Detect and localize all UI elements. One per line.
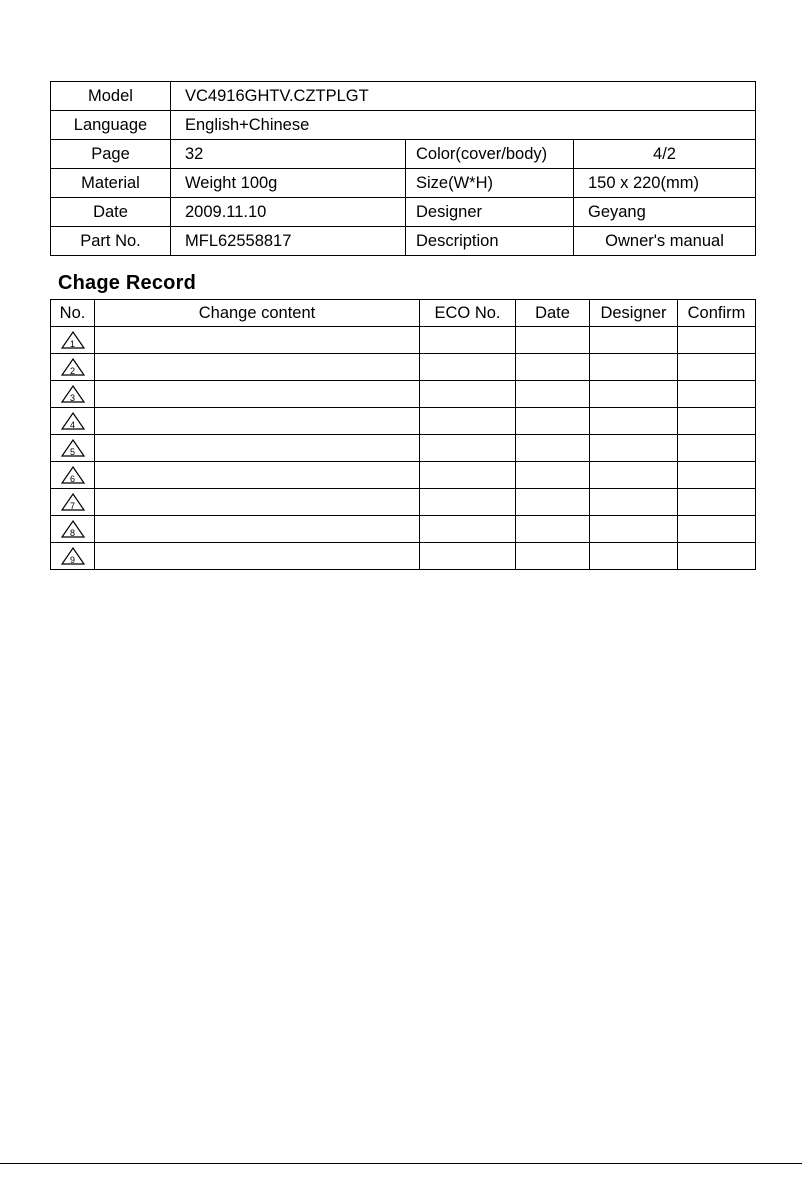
change-row-content <box>95 354 420 381</box>
change-row-confirm <box>678 381 756 408</box>
change-row-confirm <box>678 543 756 570</box>
change-row-confirm <box>678 489 756 516</box>
change-row-eco-no <box>420 543 516 570</box>
change-row-number: 5 <box>69 447 75 457</box>
table-row <box>51 169 756 198</box>
change-row-date <box>516 516 590 543</box>
table-row <box>51 489 756 516</box>
table-row <box>51 435 756 462</box>
spec-label-color: Color(cover/body) <box>406 140 574 169</box>
change-row-date <box>516 435 590 462</box>
spec-label-date: Date <box>51 198 171 227</box>
column-header-designer: Designer <box>590 300 678 327</box>
change-row-no <box>51 408 95 435</box>
table-row <box>51 381 756 408</box>
table-row <box>51 354 756 381</box>
change-row-eco-no <box>420 462 516 489</box>
spec-label-page: Page <box>51 140 171 169</box>
warning-triangle-icon <box>60 330 86 350</box>
change-row-designer <box>590 543 678 570</box>
change-row-designer <box>590 516 678 543</box>
table-row <box>51 82 756 111</box>
table-row <box>51 327 756 354</box>
specification-table <box>50 81 756 256</box>
spec-label-designer: Designer <box>406 198 574 227</box>
change-row-date <box>516 543 590 570</box>
change-row-number: 2 <box>69 366 75 376</box>
change-row-number: 3 <box>69 393 75 403</box>
spec-value-color: 4/2 <box>574 140 756 169</box>
change-row-content <box>95 381 420 408</box>
spec-value-designer: Geyang <box>574 198 756 227</box>
change-record-table <box>50 299 756 570</box>
table-row <box>51 111 756 140</box>
change-row-no <box>51 327 95 354</box>
table-row <box>51 462 756 489</box>
change-row-number: 9 <box>69 555 75 565</box>
spec-label-material: Material <box>51 169 171 198</box>
spec-value-description: Owner's manual <box>574 227 756 256</box>
warning-triangle-icon <box>60 384 86 404</box>
change-row-no <box>51 354 95 381</box>
change-row-no <box>51 516 95 543</box>
change-row-eco-no <box>420 435 516 462</box>
change-row-content <box>95 408 420 435</box>
change-row-designer <box>590 354 678 381</box>
change-row-no <box>51 489 95 516</box>
change-row-date <box>516 408 590 435</box>
spec-value-language: English+Chinese <box>171 111 756 140</box>
change-row-date <box>516 489 590 516</box>
change-row-confirm <box>678 354 756 381</box>
warning-triangle-icon <box>60 438 86 458</box>
column-header-no: No. <box>51 300 95 327</box>
column-header-change-content: Change content <box>95 300 420 327</box>
change-row-number: 8 <box>69 528 75 538</box>
spec-value-size: 150 x 220(mm) <box>574 169 756 198</box>
warning-triangle-icon <box>60 492 86 512</box>
change-row-number: 7 <box>69 501 75 511</box>
spec-label-part-no: Part No. <box>51 227 171 256</box>
change-row-date <box>516 354 590 381</box>
warning-triangle-icon <box>60 357 86 377</box>
change-row-no <box>51 543 95 570</box>
table-row <box>51 140 756 169</box>
warning-triangle-icon <box>60 411 86 431</box>
spec-label-size: Size(W*H) <box>406 169 574 198</box>
change-record-header-row <box>51 300 756 327</box>
spec-value-page: 32 <box>171 140 406 169</box>
column-header-date: Date <box>516 300 590 327</box>
table-row <box>51 516 756 543</box>
change-row-designer <box>590 327 678 354</box>
spec-value-date: 2009.11.10 <box>171 198 406 227</box>
change-row-designer <box>590 408 678 435</box>
table-row <box>51 408 756 435</box>
change-row-number: 1 <box>69 339 75 349</box>
change-row-eco-no <box>420 408 516 435</box>
change-row-confirm <box>678 327 756 354</box>
change-row-designer <box>590 462 678 489</box>
spec-label-description: Description <box>406 227 574 256</box>
change-row-confirm <box>678 408 756 435</box>
change-row-content <box>95 489 420 516</box>
change-row-no <box>51 462 95 489</box>
change-row-eco-no <box>420 327 516 354</box>
spec-value-part-no: MFL62558817 <box>171 227 406 256</box>
change-record-title: Chage Record <box>58 272 196 294</box>
column-header-confirm: Confirm <box>678 300 756 327</box>
change-row-number: 4 <box>69 420 75 430</box>
warning-triangle-icon <box>60 546 86 566</box>
change-row-date <box>516 327 590 354</box>
change-row-designer <box>590 435 678 462</box>
change-row-no <box>51 435 95 462</box>
change-row-confirm <box>678 435 756 462</box>
change-row-eco-no <box>420 516 516 543</box>
change-row-content <box>95 327 420 354</box>
warning-triangle-icon <box>60 465 86 485</box>
spec-value-model: VC4916GHTV.CZTPLGT <box>171 82 756 111</box>
table-row <box>51 198 756 227</box>
change-row-eco-no <box>420 381 516 408</box>
footer-divider <box>0 1163 802 1164</box>
change-row-confirm <box>678 516 756 543</box>
change-row-designer <box>590 489 678 516</box>
change-row-date <box>516 381 590 408</box>
change-row-designer <box>590 381 678 408</box>
spec-value-material: Weight 100g <box>171 169 406 198</box>
change-row-eco-no <box>420 489 516 516</box>
change-row-content <box>95 462 420 489</box>
change-row-content <box>95 435 420 462</box>
column-header-eco-no: ECO No. <box>420 300 516 327</box>
change-row-content <box>95 516 420 543</box>
change-row-no <box>51 381 95 408</box>
change-row-eco-no <box>420 354 516 381</box>
change-row-confirm <box>678 462 756 489</box>
table-row <box>51 227 756 256</box>
change-row-content <box>95 543 420 570</box>
change-row-date <box>516 462 590 489</box>
spec-label-model: Model <box>51 82 171 111</box>
change-row-number: 6 <box>69 474 75 484</box>
table-row <box>51 543 756 570</box>
spec-label-language: Language <box>51 111 171 140</box>
warning-triangle-icon <box>60 519 86 539</box>
